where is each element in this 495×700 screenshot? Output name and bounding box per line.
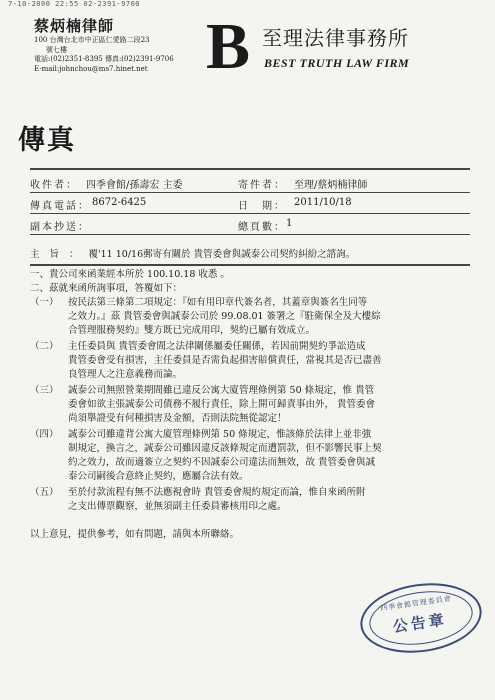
firm-logo: B <box>206 10 251 83</box>
paragraph-line: 尚須舉證受有何種損害及金額，否則法院無從認定！ <box>68 413 287 424</box>
lawyer-contact <box>34 36 194 74</box>
cc-label: 副本抄送： <box>30 222 90 233</box>
paragraph-3 <box>30 384 376 426</box>
header-row-fax <box>30 193 470 213</box>
firm-name-zh: 至理法律事務所 <box>262 26 409 50</box>
paragraph-number: （四） <box>30 429 59 440</box>
stamp-main-text: 公告章 <box>391 610 448 636</box>
paragraph-4 <box>30 428 382 484</box>
paragraph-line: 貴管委會受有損害，主任委員是否需負起損害賠償責任，當視其是否已盡善 <box>68 355 382 366</box>
closing-text: 以上意見，提供參考，如有問題，請與本所聯絡。 <box>30 529 240 540</box>
subject-text: 覆'11 10/16郵寄有關於 貴管委會與誠泰公司契約糾紛之諮詢。 <box>88 249 356 260</box>
paragraph-line: 誠泰公司無照營業期間雖已違反公寓大廈管理條例第 50 條規定，惟 貴管 <box>68 385 375 396</box>
paragraph-1 <box>30 296 381 338</box>
recipient-value: 四季會館/孫壽宏 主委 <box>86 180 183 191</box>
closing-remark <box>30 528 470 542</box>
official-seal-stamp <box>356 576 486 660</box>
header-row-cc <box>30 214 470 234</box>
date-value: 2011/10/18 <box>294 197 352 208</box>
paragraph-line: 之支出傳票觀察，並無須副主任委員審核用印之處。 <box>68 501 287 512</box>
paragraph-line: 良管理人之注意義務而論。 <box>68 369 183 380</box>
document-title: 傳真 <box>18 125 76 156</box>
email: E-mail:johnchou@ms7.hinet.net <box>34 64 148 73</box>
paragraph-line: 主任委員與 貴管委會間之法律關係屬委任關係，若因前開契約爭訟造成 <box>68 341 366 352</box>
sender-label: 寄件者： <box>238 180 286 191</box>
firm-name-en: BEST TRUTH LAW FIRM <box>264 56 410 70</box>
sender-value: 至理/蔡炳楠律師 <box>294 180 368 191</box>
divider <box>30 234 470 235</box>
paragraph-line: 之效力。』茲 貴管委會與誠泰公司於 99.08.01 簽署之『駐衛保全及大樓綜 <box>68 311 381 322</box>
paragraph-line: 誠泰公司雖違背公寓大廈管理條例第 50 條規定，惟該條於法律上並非強 <box>68 429 372 440</box>
subject-label: 主旨： <box>30 249 89 260</box>
paragraph-number: （三） <box>30 385 59 396</box>
paragraph-2 <box>30 340 382 382</box>
subject-line <box>30 246 355 260</box>
paragraph-line: 泰公司嗣後合意終止契約，應屬合法有效。 <box>68 471 249 482</box>
header-row-recipient <box>30 172 470 192</box>
paragraph-line: 約之效力，故而適簽立之契約不因誠泰公司違法而無效，故 貴管委會與誠 <box>68 457 376 468</box>
recipient-label: 收件者： <box>30 180 78 191</box>
paragraph-line: 按民法第三條第二項規定：『如有用印章代簽名者，其蓋章與簽名生同等 <box>68 297 368 308</box>
stamp-top-text: 四季會館管理委員會 <box>379 594 453 613</box>
paragraph-number: （一） <box>30 297 59 308</box>
address-line-1: 100 台灣台北市中正區仁愛路二段23 <box>34 36 150 44</box>
paragraph-line: 委會如欲主張誠泰公司債務不履行責任，除上開可歸責事由外， 貴管委會 <box>68 399 376 410</box>
divider <box>30 168 470 170</box>
item-1 <box>30 268 470 282</box>
address-line-2: 號七樓 <box>46 45 67 54</box>
divider <box>30 264 470 266</box>
paragraph-line: 合管理服務契約』雙方既已完成用印，契約已屬有效成立。 <box>68 325 316 336</box>
paragraph-number: （二） <box>30 341 59 352</box>
fax-label: 傳真電話： <box>30 201 90 212</box>
paragraph-number: （五） <box>30 487 59 498</box>
paragraph-5 <box>30 486 366 514</box>
pages-value: 1 <box>286 218 293 229</box>
pages-label: 總頁數： <box>238 222 286 233</box>
item-2-text: 二、茲就來函所詢事項，答覆如下： <box>30 283 183 294</box>
phone-fax: 電話:(02)2351-8395 傳真:(02)2391-9706 <box>34 55 174 63</box>
item-1-text: 一、貴公司來函業經本所於 100.10.18 收悉 。 <box>30 269 230 280</box>
paragraph-line: 至於付款流程有無不法應視會時 貴管委會規約規定而論，惟自來函所附 <box>68 487 366 498</box>
paragraph-line: 制規定，換言之，誠泰公司雖因違反該條規定而遭罰款，但不影響民事上契 <box>68 443 382 454</box>
item-2 <box>30 282 470 296</box>
date-label: 日 期： <box>238 201 286 212</box>
lawyer-name: 蔡炳楠律師 <box>34 17 115 35</box>
fax-number: 8672-6425 <box>92 197 147 208</box>
fax-transmission-header: 7-10-2000 22:55 02-2391-9700 <box>8 0 141 8</box>
